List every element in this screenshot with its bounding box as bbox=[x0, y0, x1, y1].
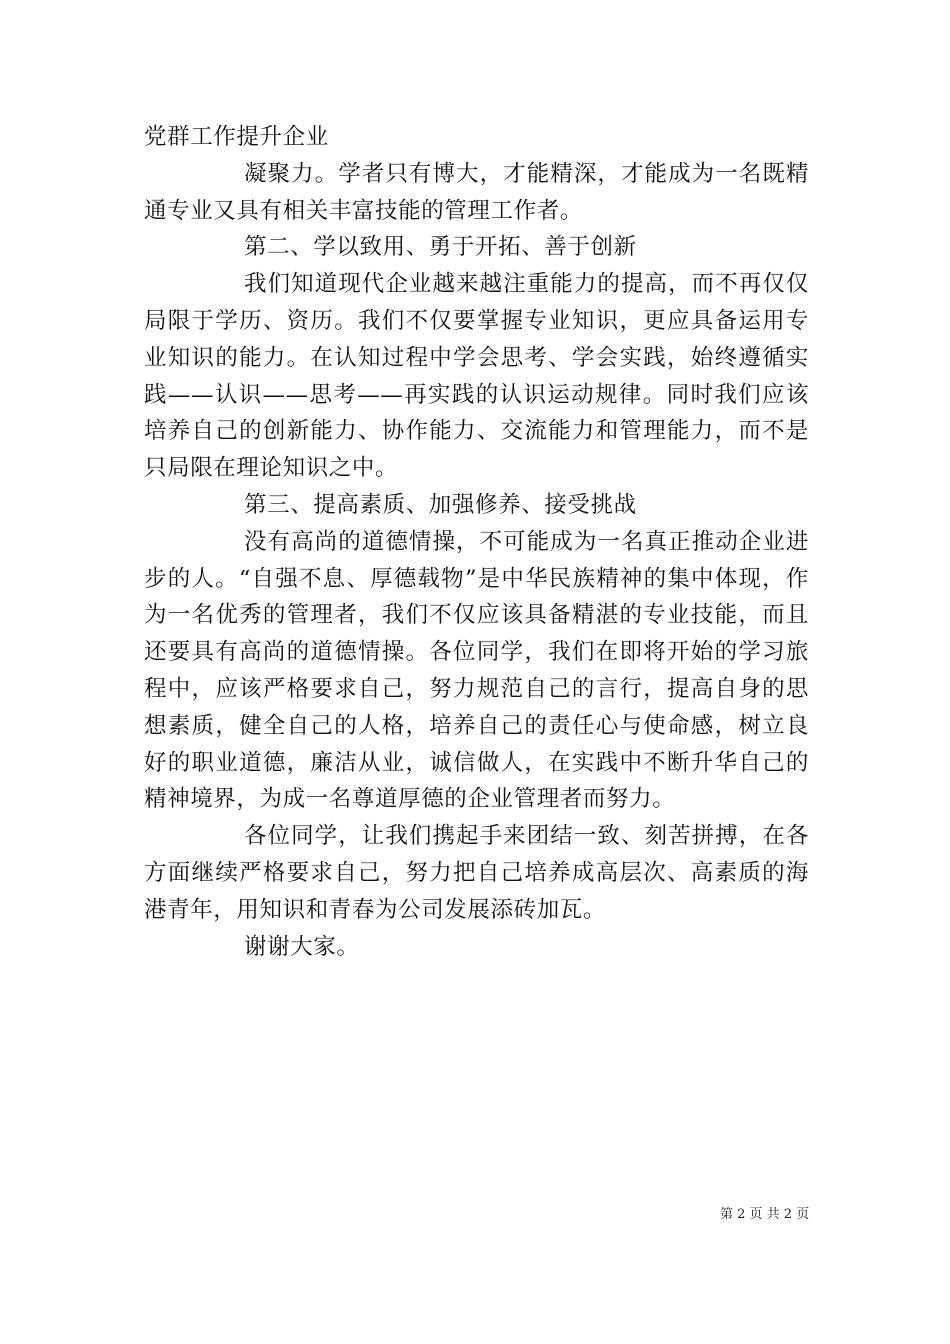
paragraph-ability: 我们知道现代企业越来越注重能力的提高，而不再仅仅局限于学历、资历。我们不仅要掌握专业知识，更应具备运用专业知识的能力。在认知过程中学会思考、学会实践，始终遵循实践——认识——思考——再实践的认识运动规律。同时我们应该培养自己的创新能力、协作能力、交流能力和管理能力，而不是只局限在理论知识之中。 bbox=[144, 271, 809, 482]
section-heading-third: 第三、提高素质、加强修养、接受挑战 bbox=[244, 491, 637, 518]
paragraph-cohesion: 凝聚力。学者只有博大，才能精深，才能成为一名既精通专业又具有相关丰富技能的管理工作者。 bbox=[144, 160, 809, 224]
paragraph-continuation: 党群工作提升企业 bbox=[144, 124, 329, 150]
paragraph-closing: 各位同学，让我们携起手来团结一致、刻苦拼搏，在各方面继续严格要求自己，努力把自己培养成高层次、高素质的海港青年，用知识和青春为公司发展添砖加瓦。 bbox=[144, 823, 809, 923]
section-heading-second: 第二、学以致用、勇于开拓、善于创新 bbox=[244, 234, 637, 261]
paragraph-morality: 没有高尚的道德情操，不可能成为一名真正推动企业进步的人。“自强不息、厚德载物”是中华民族精神的集中体现，作为一名优秀的管理者，我们不仅应该具备精湛的专业技能，而且还要具有高尚的道德情操。各位同学，我们在即将开始的学习旅程中，应该严格要求自己，努力规范自己的言行，提高自身的思想素质，健全自己的人格，培养自己的责任心与使命感，树立良好的职业道德，廉洁从业，诚信做人，在实践中不断升华自己的精神境界，为成一名尊道厚德的企业管理者而努力。 bbox=[144, 528, 809, 813]
document-body bbox=[144, 119, 809, 965]
page-number-footer: 第 2 页 共 2 页 bbox=[720, 1207, 810, 1222]
paragraph-thanks: 谢谢大家。 bbox=[244, 933, 360, 960]
